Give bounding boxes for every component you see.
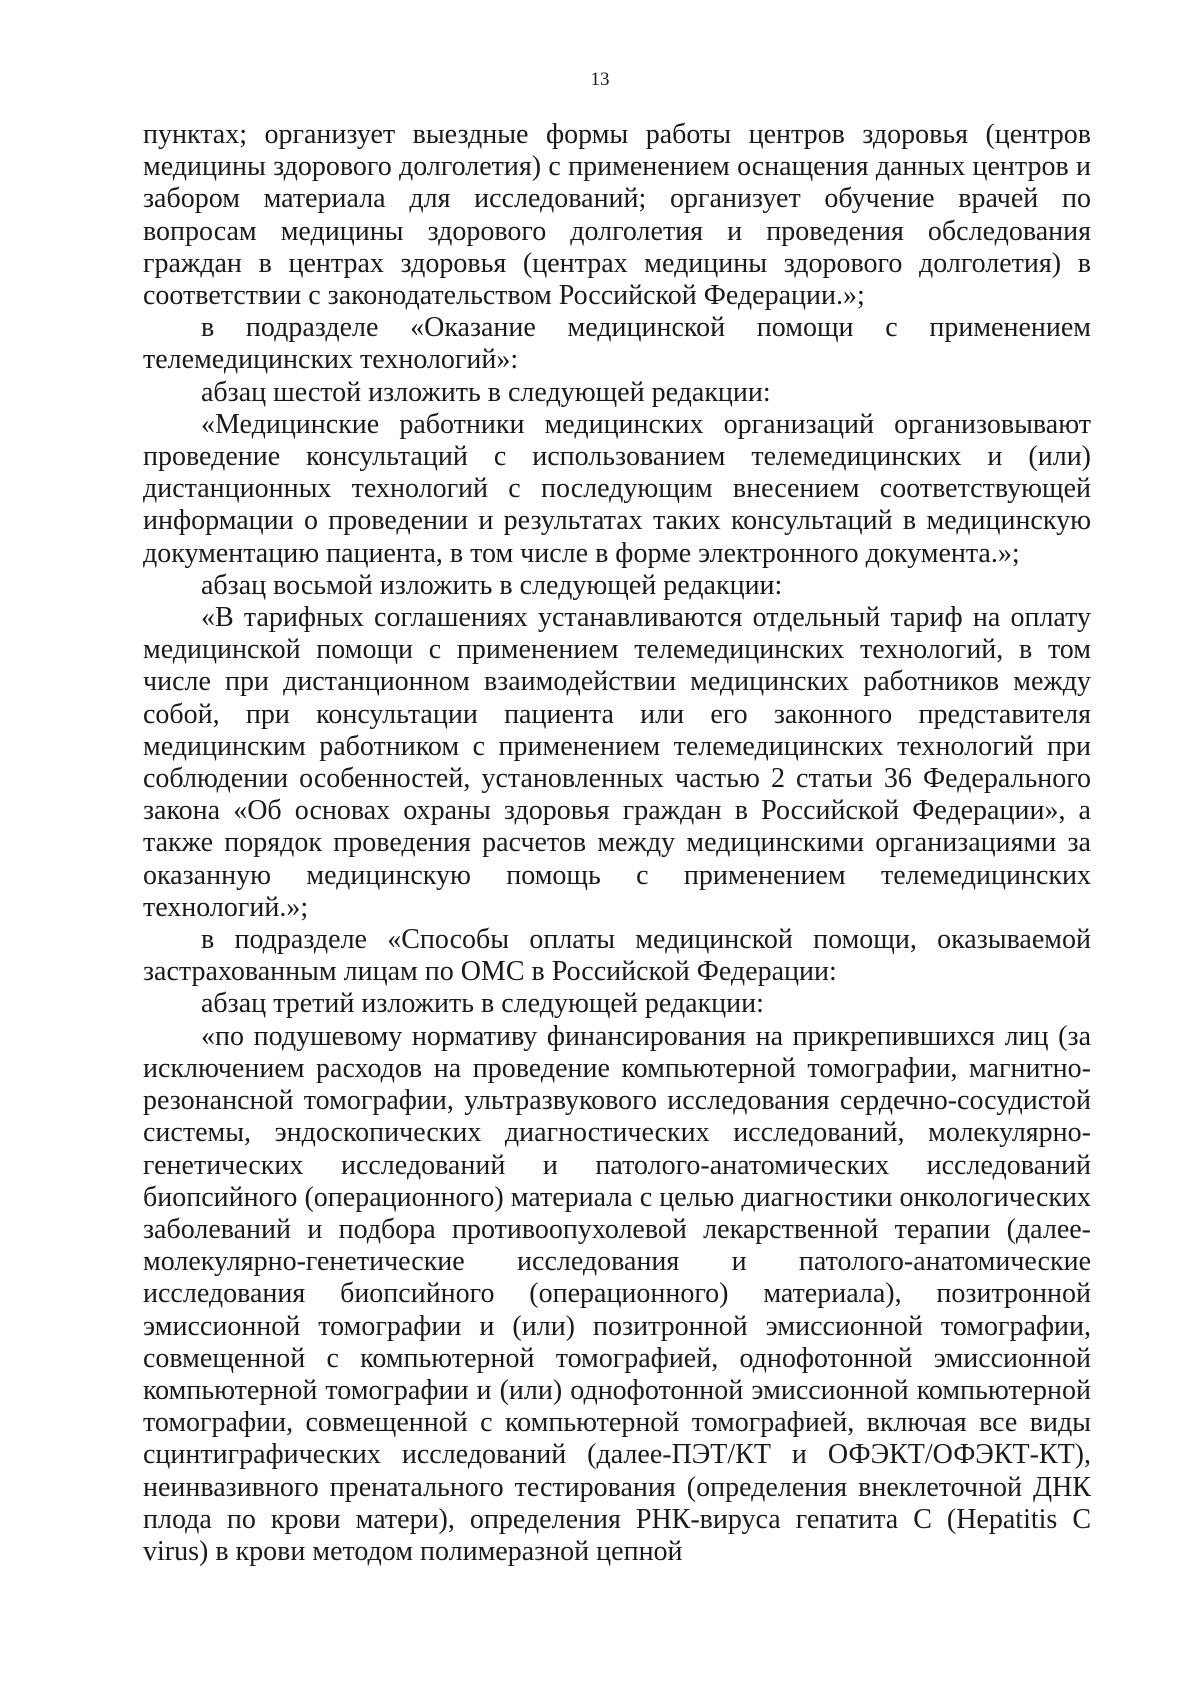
page-number: 13 — [590, 69, 610, 90]
paragraph-subsection-payment: в подразделе «Способы оплаты медицинской помощи, оказываемой застрахованным лицам по ОМС в Российской Федерации: — [143, 924, 1091, 988]
paragraph-subsection-telemedicine: в подразделе «Оказание медицинской помощи с применением телемедицинских технологий»: — [143, 312, 1091, 376]
paragraph-third-intro: абзац третий изложить в следующей редакции: — [201, 988, 764, 1020]
paragraph-eighth-intro: абзац восьмой изложить в следующей редакции: — [201, 569, 783, 601]
paragraph-eighth-text: «В тарифных соглашениях устанавливаются отдельный тариф на оплату медицинской помощи с применением телемедицинских технологий, в том числе при дистанционном взаимодействии медицинских работников между собой, при консультации пациента или его законного представителя медицинским работником с применением телемедицинских технологий при соблюдении особенностей, установленных частью 2 статьи 36 Федерального закона «Об основах охраны здоровья граждан в Российской Федерации», а также порядок проведения расчетов между медицинскими организациями за оказанную медицинскую помощь с применением телемедицинских технологий.»; — [143, 602, 1091, 923]
paragraph-sixth-intro: абзац шестой изложить в следующей редакции: — [201, 376, 771, 408]
paragraph-sixth-text: «Медицинские работники медицинских организаций организовывают проведение консультаций с использованием телемедицинских и (или) дистанционных технологий с последующим внесением соответствующей информации о проведении и результатах таких консультаций в медицинскую документацию пациента, в том числе в форме электронного документа.»; — [143, 408, 1091, 569]
paragraph-third-text: «по подушевому нормативу финансирования на прикрепившихся лиц (за исключением расходов на проведение компьютерной томографии, магнитно-резонансной томографии, ультразвукового исследования сердечно-сосудистой системы, эндоскопических диагностических исследований, молекулярно-генетических исследований и патолого-анатомических исследований биопсийного (операционного) материала с целью диагностики онкологических заболеваний и подбора противоопухолевой лекарственной терапии (далее-молекулярно-генетические исследования и патолого-анатомические исследования биопсийного (операционного) материала), позитронной эмиссионной томографии и (или) позитронной эмиссионной томографии, совмещенной с компьютерной томографией, однофотонной эмиссионной компьютерной томографии и (или) однофотонной эмиссионной компьютерной томографии, совмещенной с компьютерной томографией, включая все виды сцинтиграфических исследований (далее-ПЭТ/КТ и ОФЭКТ/ОФЭКТ-КТ), неинвазивного пренатального тестирования (определения внеклеточной ДНК плода по крови матери), определения РНК-вируса гепатита С (Hepatitis C virus) в крови методом полимеразной цепной — [143, 1020, 1091, 1567]
document-body — [143, 119, 1091, 1568]
paragraph-continuation: пунктах; организует выездные формы работы центров здоровья (центров медицины здорового долголетия) с применением оснащения данных центров и забором материала для исследований; организует обучение врачей по вопросам медицины здорового долголетия и проведения обследования граждан в центрах здоровья (центрах медицины здорового долголетия) в соответствии с законодательством Российской Федерации.»; — [143, 119, 1091, 312]
